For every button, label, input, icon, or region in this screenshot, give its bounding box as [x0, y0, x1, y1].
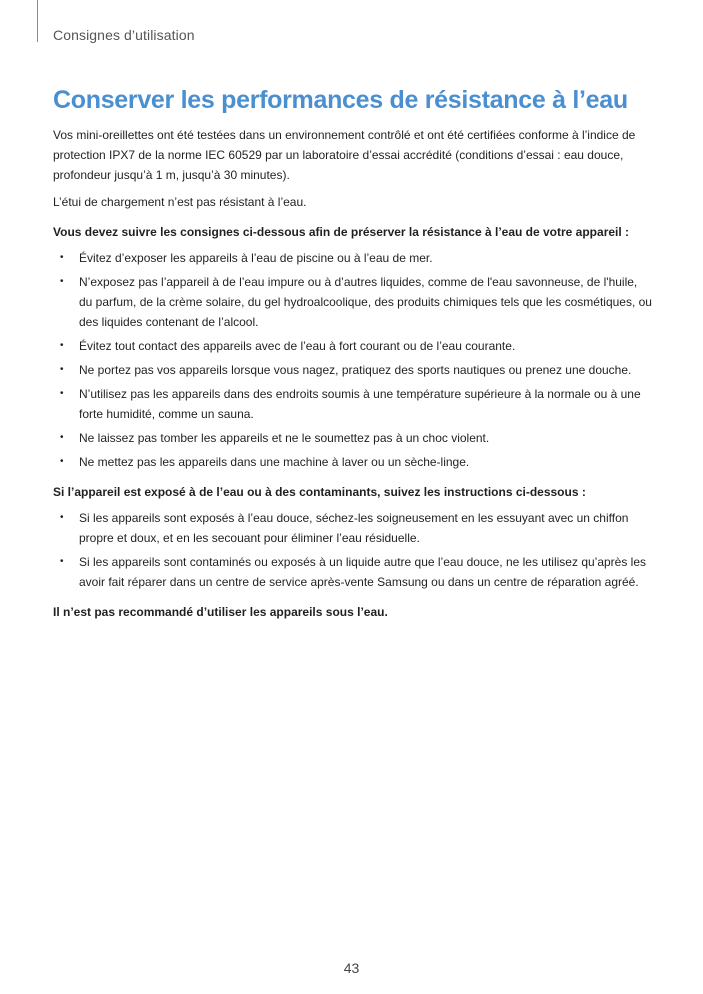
bullet-icon: •: [60, 556, 64, 567]
bullet-icon: •: [60, 252, 64, 263]
list-item: [53, 384, 653, 424]
bullet-icon: •: [60, 432, 64, 443]
bullet-icon: •: [60, 388, 64, 399]
list-item: [53, 336, 653, 356]
list-item-text: Évitez tout contact des appareils avec de l’eau à fort courant ou de l’eau courante.: [79, 339, 516, 353]
intro-paragraph: Vos mini-oreillettes ont été testées dans un environnement contrôlé et ont été certifiées conforme à l’indice de protection IPX7 de la norme IEC 60529 par un laboratoire d’essai accrédité (conditions d’essai : eau douce, profondeur jusqu’à 1 m, jusqu’à 30 minutes).: [53, 128, 636, 182]
list-item-text: Évitez d’exposer les appareils à l’eau de piscine ou à l’eau de mer.: [79, 251, 433, 265]
section2-heading: Si l’appareil est exposé à de l’eau ou à des contaminants, suivez les instructions ci-dessous :: [53, 485, 586, 499]
bullet-icon: •: [60, 364, 64, 375]
main-content: [53, 83, 653, 628]
list-item-text: N’utilisez pas les appareils dans des endroits soumis à une température supérieure à la normale ou à une forte humidité, comme un sauna.: [79, 387, 641, 421]
list-item: [53, 428, 653, 448]
list-item: [53, 360, 653, 380]
list-item-text: Ne laissez pas tomber les appareils et ne le soumettez pas à un choc violent.: [79, 431, 490, 445]
list-item: [53, 552, 653, 592]
bullet-icon: •: [60, 512, 64, 523]
list-item-text: Ne mettez pas les appareils dans une machine à laver ou un sèche-linge.: [79, 455, 470, 469]
list-item: [53, 272, 653, 332]
list-item-text: Si les appareils sont exposés à l’eau douce, séchez-les soigneusement en les essuyant avec un chiffon propre et doux, et en les secouant pour éliminer l’eau résiduelle.: [79, 511, 629, 545]
section1-heading: Vous devez suivre les consignes ci-dessous afin de préserver la résistance à l’eau de votre appareil :: [53, 225, 630, 239]
list-item: [53, 508, 653, 548]
section-header: Consignes d’utilisation: [53, 27, 195, 43]
page-title: Conserver les performances de résistance à l’eau: [53, 86, 628, 114]
bullet-icon: •: [60, 340, 64, 351]
section2-list: [53, 508, 653, 592]
section1-list: [53, 248, 653, 472]
case-note: L’étui de chargement n’est pas résistant à l’eau.: [53, 195, 307, 209]
list-item-text: Si les appareils sont contaminés ou exposés à un liquide autre que l’eau douce, ne les utilisez qu’après les avoir fait réparer dans un centre de service après-vente Samsung ou dans un centre de réparation agréé.: [79, 555, 647, 589]
closing-note: Il n’est pas recommandé d’utiliser les appareils sous l’eau.: [53, 605, 388, 619]
list-item: [53, 248, 653, 268]
page-number: 43: [343, 960, 360, 976]
list-item-text: N’exposez pas l’appareil à de l’eau impure ou à d’autres liquides, comme de l'eau savonneuse, de l'huile, du parfum, de la crème solaire, du gel hydroalcoolique, des produits chimiques tels que les cosmétiques, ou des liquides contenant de l’alcool.: [79, 275, 652, 329]
bullet-icon: •: [60, 456, 64, 467]
header-divider: [37, 0, 38, 42]
bullet-icon: •: [60, 276, 64, 287]
list-item: [53, 452, 653, 472]
list-item-text: Ne portez pas vos appareils lorsque vous nagez, pratiquez des sports nautiques ou prenez une douche.: [79, 363, 632, 377]
